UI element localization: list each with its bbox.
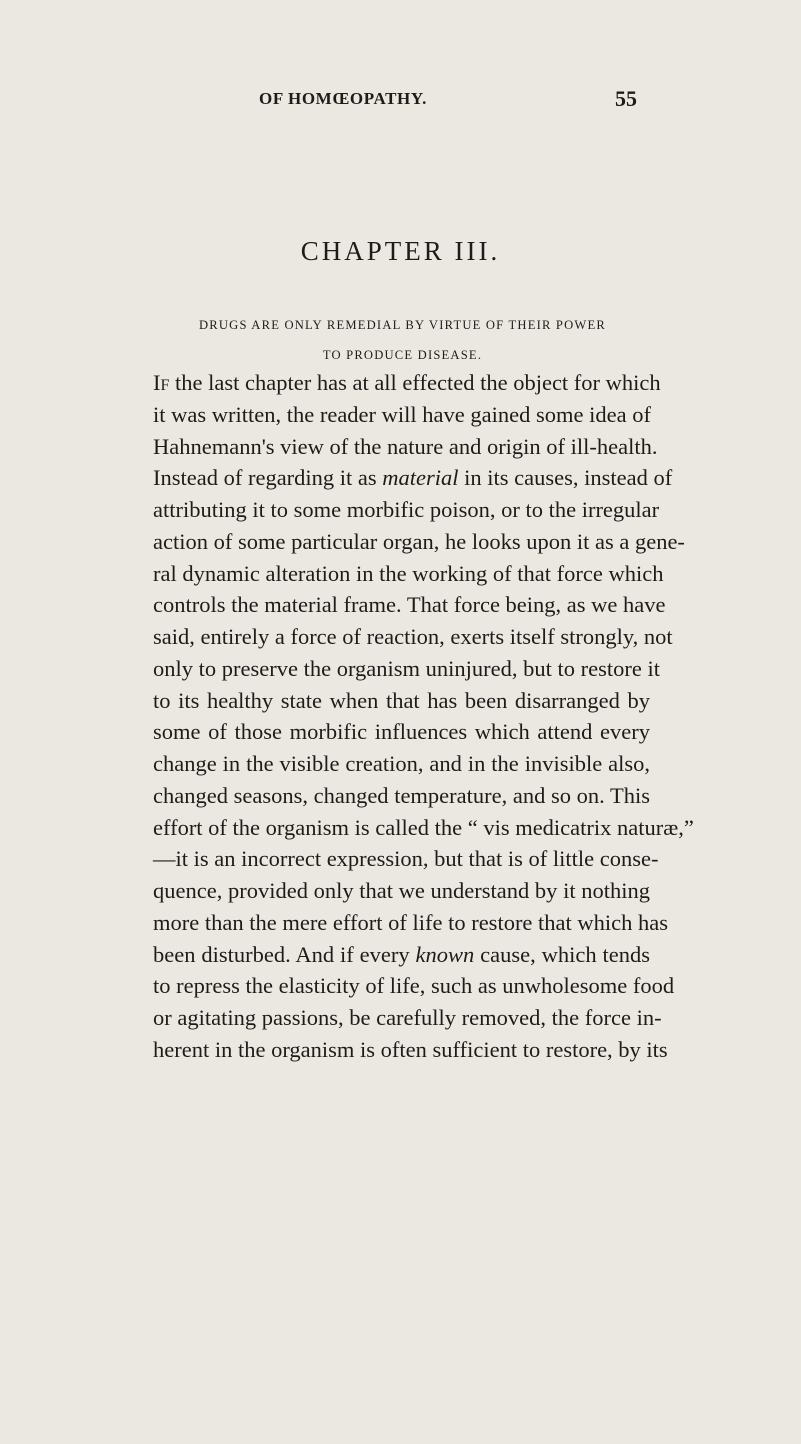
running-title: OF HOMŒOPATHY. bbox=[259, 89, 428, 108]
chapter-heading: CHAPTER III. bbox=[300, 236, 501, 266]
drop-word: If bbox=[153, 370, 170, 395]
text-line: change in the visible creation, and in the invisible also, bbox=[153, 751, 650, 776]
chapter-subtitle bbox=[160, 310, 645, 370]
emphasis-known: known bbox=[415, 941, 475, 967]
text-line: —it is an incorrect expression, but that is of little conse- bbox=[153, 846, 659, 872]
text-line: effort of the organism is called the “ vis medicatrix naturæ,” bbox=[153, 814, 694, 840]
text-line: herent in the organism is often sufficient to restore, by its bbox=[153, 1036, 668, 1062]
body-paragraph bbox=[153, 367, 694, 1066]
text-line: been disturbed. And if every known cause, which tends bbox=[153, 941, 650, 967]
text-line: Instead of regarding it as material in its causes, instead of bbox=[153, 465, 673, 491]
chapter-subtitle-line: TO PRODUCE DISEASE. bbox=[322, 348, 483, 362]
page-number: 55 bbox=[615, 86, 637, 111]
text-line: If the last chapter has at all effected the object for which bbox=[153, 370, 661, 395]
text-line: attributing it to some morbific poison, or to the irregular bbox=[153, 497, 660, 522]
text-line: said, entirely a force of reaction, exerts itself strongly, not bbox=[153, 624, 673, 649]
text-line: to repress the elasticity of life, such as unwholesome food bbox=[153, 973, 675, 999]
running-head bbox=[0, 84, 801, 114]
emphasis-material: material bbox=[382, 465, 459, 491]
text-line: controls the material frame. That force being, as we have bbox=[153, 592, 666, 618]
text-line: ral dynamic alteration in the working of that force which bbox=[153, 560, 664, 586]
chapter-subtitle-line: DRUGS ARE ONLY REMEDIAL BY VIRTUE OF THEIR POWER bbox=[198, 318, 607, 332]
text-line: only to preserve the organism uninjured, but to restore it bbox=[153, 655, 660, 681]
text-line: to its healthy state when that has been disarranged by bbox=[153, 687, 650, 713]
text-line: quence, provided only that we understand by it nothing bbox=[153, 878, 650, 903]
text-line: it was written, the reader will have gained some idea of bbox=[153, 401, 651, 427]
text-line: changed seasons, changed temperature, and so on. This bbox=[153, 782, 650, 808]
text-line: Hahnemann's view of the nature and origin of ill-health. bbox=[153, 433, 658, 459]
text-line: or agitating passions, be carefully removed, the force in- bbox=[153, 1005, 662, 1030]
text-line: more than the mere effort of life to restore that which has bbox=[153, 909, 669, 935]
text-line: action of some particular organ, he looks upon it as a gene- bbox=[153, 528, 685, 554]
text-line: some of those morbific influences which attend every bbox=[153, 719, 650, 745]
